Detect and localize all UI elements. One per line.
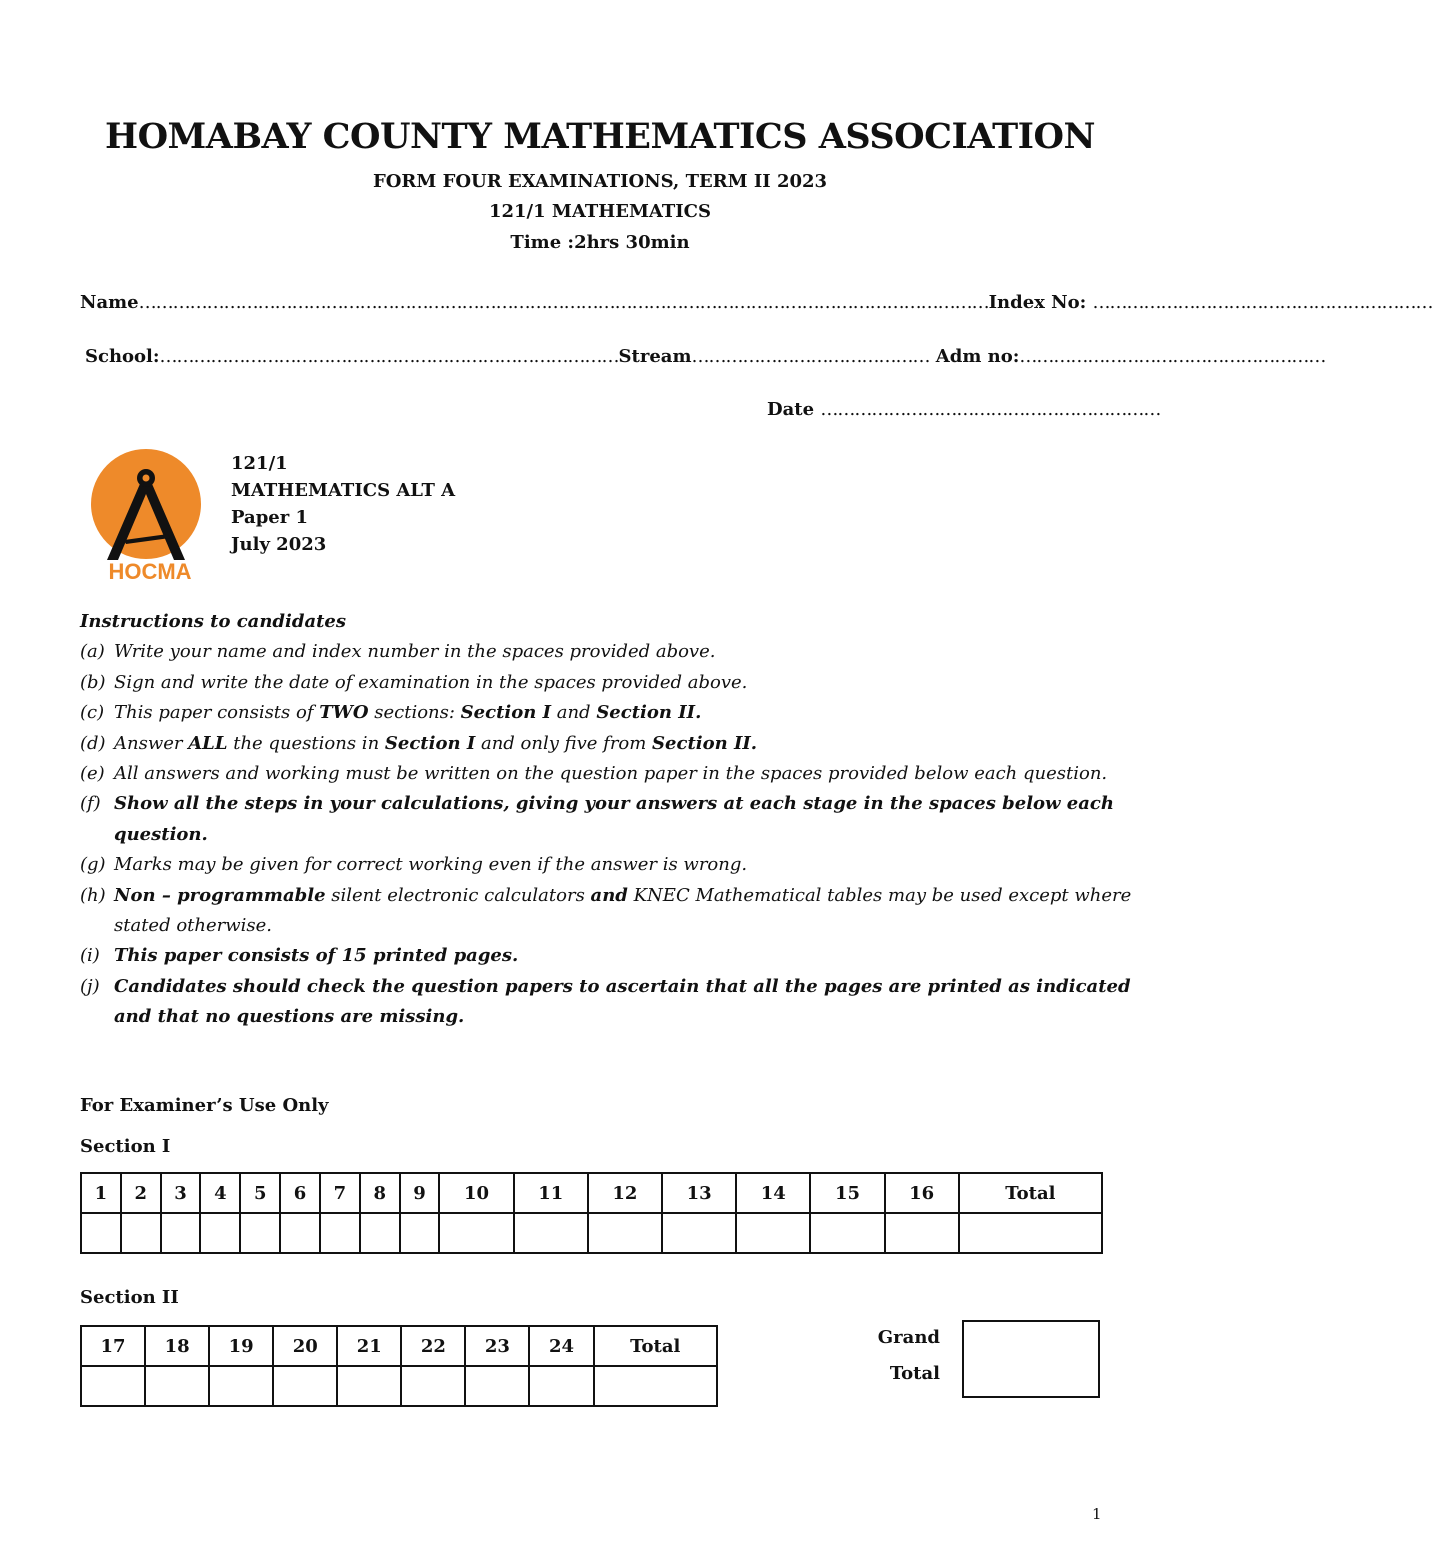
section-1-header-cell: 3: [161, 1173, 201, 1213]
section-1-header-cell: 6: [280, 1173, 320, 1213]
stream-label: Stream: [618, 346, 692, 367]
index-dots: ……………………………………………………: [1092, 292, 1433, 313]
school-field[interactable]: [85, 346, 1325, 367]
examiner-heading: For Examiner’s Use Only: [80, 1095, 329, 1116]
name-label: Name: [80, 292, 139, 313]
instruction-f: (f) Show all the steps in your calculations, giving your answers at each stage in the spaces below each question.: [80, 793, 1114, 845]
school-dots: ………………………………………………………………………: [159, 346, 619, 367]
exam-duration: Time :2hrs 30min: [510, 232, 690, 253]
section-1-header-cell: Total: [959, 1173, 1102, 1213]
section-1-score-cell[interactable]: [959, 1213, 1102, 1253]
section-1-score-cell[interactable]: [280, 1213, 320, 1253]
section-1-header-cell: 13: [662, 1173, 736, 1213]
section-2-label: Section II: [80, 1287, 179, 1308]
section-2-score-cell[interactable]: [273, 1366, 337, 1406]
instruction-a: (a) Write your name and index number in the spaces provided above.: [80, 641, 716, 663]
section-1-header-cell: 5: [240, 1173, 280, 1213]
stream-dots: ……………………………………: [691, 346, 930, 367]
section-1-header-cell: 4: [200, 1173, 240, 1213]
section-1-score-cell[interactable]: [736, 1213, 810, 1253]
section-1-label: Section I: [80, 1136, 171, 1157]
section-1-score-cell[interactable]: [588, 1213, 662, 1253]
instruction-b: (b) Sign and write the date of examination in the spaces provided above.: [80, 671, 748, 693]
paper-date: July 2023: [231, 534, 327, 555]
section-2-score-cell[interactable]: [81, 1366, 145, 1406]
date-label: Date: [767, 399, 821, 420]
compass-logo-icon: [88, 448, 208, 586]
section-2-header-cell: 23: [465, 1326, 529, 1366]
section-1-header-cell: 15: [810, 1173, 884, 1213]
section-1-score-cell[interactable]: [81, 1213, 121, 1253]
section-2-score-row: [81, 1366, 717, 1406]
section-1-header-cell: 11: [514, 1173, 588, 1213]
instruction-d: (d) Answer ALL the questions in Section I and only five from Section II.: [80, 732, 758, 754]
subject-code: 121/1 MATHEMATICS: [488, 201, 711, 222]
section-2-score-cell[interactable]: [145, 1366, 209, 1406]
section-1-header-cell: 7: [320, 1173, 360, 1213]
section-1-score-cell[interactable]: [200, 1213, 240, 1253]
instruction-j: (j) Candidates should check the question papers to ascertain that all the pages are printed as indicated and that no questions are missing.: [80, 975, 1131, 1028]
instruction-c: (c) This paper consists of TWO sections: Section I and Section II.: [80, 702, 702, 724]
section-1-header-cell: 1: [81, 1173, 121, 1213]
index-label: Index No:: [988, 292, 1093, 313]
section-2-header-cell: 22: [401, 1326, 465, 1366]
adm-dots: ………………………………………………: [1019, 346, 1326, 367]
section-2-header-cell: 18: [145, 1326, 209, 1366]
section-1-score-cell[interactable]: [662, 1213, 736, 1253]
section-1-header-row: [81, 1173, 1102, 1213]
section-1-score-cell[interactable]: [240, 1213, 280, 1253]
hocma-logo: [88, 448, 208, 586]
section-1-score-row: [81, 1213, 1102, 1253]
grand-total-box[interactable]: [962, 1320, 1100, 1398]
section-2-score-cell[interactable]: [465, 1366, 529, 1406]
section-1-score-cell[interactable]: [885, 1213, 959, 1253]
instructions-heading: Instructions to candidates: [80, 611, 347, 632]
grand-total-label: Grand Total: [877, 1327, 940, 1384]
section-1-score-cell[interactable]: [439, 1213, 513, 1253]
section-2-score-cell[interactable]: [529, 1366, 593, 1406]
section-1-header-cell: 10: [439, 1173, 513, 1213]
paper-info: [231, 450, 455, 558]
section-1-score-cell[interactable]: [320, 1213, 360, 1253]
section-2-score-cell[interactable]: [401, 1366, 465, 1406]
section-1-score-cell[interactable]: [514, 1213, 588, 1253]
logo-text: HOCMA: [108, 559, 192, 584]
paper-code: 121/1: [231, 453, 288, 474]
paper-subject: MATHEMATICS ALT A: [231, 480, 456, 501]
section-2-marks-table: [80, 1325, 718, 1407]
section-1-header-cell: 9: [400, 1173, 440, 1213]
section-2-score-cell[interactable]: [594, 1366, 718, 1406]
instruction-e: (e) All answers and working must be written on the question paper in the spaces provided below each question.: [80, 763, 1108, 785]
school-label: School:: [85, 346, 160, 367]
paper-number: Paper 1: [231, 507, 309, 528]
name-dots: ……………………………………………………………………………………………………………………………………: [138, 292, 989, 313]
section-2-header-cell: 19: [209, 1326, 273, 1366]
section-1-header-cell: 2: [121, 1173, 161, 1213]
section-1-header-cell: 8: [360, 1173, 400, 1213]
section-1-score-cell[interactable]: [161, 1213, 201, 1253]
section-2-header-row: [81, 1326, 717, 1366]
section-1-score-cell[interactable]: [360, 1213, 400, 1253]
section-2-header-cell: 20: [273, 1326, 337, 1366]
section-1-header-cell: 16: [885, 1173, 959, 1213]
instruction-g: (g) Marks may be given for correct working even if the answer is wrong.: [80, 854, 748, 876]
name-field[interactable]: [80, 292, 1433, 313]
section-1-header-cell: 14: [736, 1173, 810, 1213]
adm-label: Adm no:: [929, 346, 1020, 367]
section-1-score-cell[interactable]: [121, 1213, 161, 1253]
instruction-i: (i) This paper consists of 15 printed pages.: [80, 945, 519, 967]
page-number: 1: [1092, 1505, 1102, 1523]
instruction-h: (h) Non – programmable silent electronic calculators and KNEC Mathematical tables may be used except where stated otherwise.: [80, 884, 1132, 937]
section-1-score-cell[interactable]: [810, 1213, 884, 1253]
section-2-header-cell: Total: [594, 1326, 718, 1366]
section-2-score-cell[interactable]: [209, 1366, 273, 1406]
section-2-header-cell: 24: [529, 1326, 593, 1366]
section-1-marks-table: [80, 1172, 1103, 1254]
section-2-header-cell: 17: [81, 1326, 145, 1366]
exam-subtitle: FORM FOUR EXAMINATIONS, TERM II 2023: [372, 171, 828, 192]
section-2-header-cell: 21: [337, 1326, 401, 1366]
section-2-score-cell[interactable]: [337, 1366, 401, 1406]
exam-title: HOMABAY COUNTY MATHEMATICS ASSOCIATION: [105, 116, 1095, 157]
section-1-score-cell[interactable]: [400, 1213, 440, 1253]
date-dots: ……………………………………………………: [820, 399, 1161, 420]
section-1-header-cell: 12: [588, 1173, 662, 1213]
instructions: [80, 607, 1140, 1033]
date-field[interactable]: [767, 399, 1160, 420]
